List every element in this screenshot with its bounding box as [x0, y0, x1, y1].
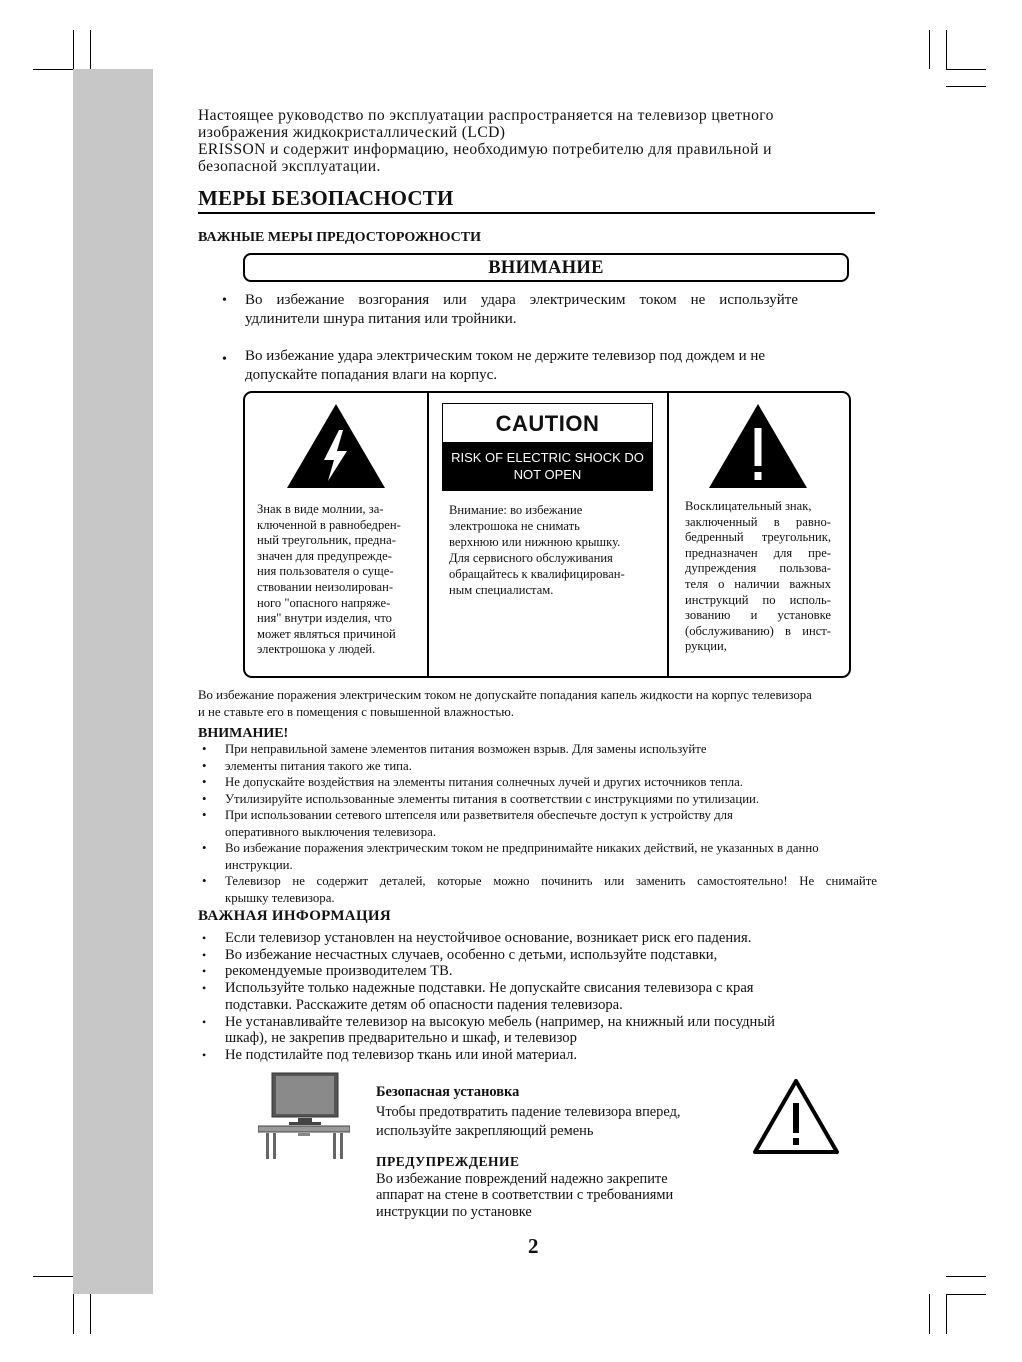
list-item: • Не устанавливайте телевизор на высокую мебель (например, на книжный или посудный шкаф), не закрепив предварительно и шкаф, и телевизор: [202, 1013, 775, 1047]
list-item: • Не допускайте воздействия на элементы питания солнечных лучей и других источников тепла.: [202, 775, 743, 789]
left-margin-band: [73, 69, 153, 1294]
exclamation-warning-icon: [752, 1077, 840, 1155]
attention-banner: ВНИМАНИЕ: [243, 253, 849, 282]
warning-block: ПРЕДУПРЕЖДЕНИЕ Во избежание повреждений надежно закрепите аппарат на стене в соответствии с требованиями инструкции по установке: [376, 1154, 674, 1220]
attention-list: [198, 741, 888, 906]
list-item: • Утилизируйте использованные элементы питания в соответствии с инструкциями по утилизации.: [202, 791, 760, 806]
list-item: • Во избежание несчастных случаев, особенно с детьми, используйте подставки,: [202, 946, 718, 963]
caution-description: Внимание: во избежание электрошока не снимать верхнюю или нижнюю крышку. Для сервисного обслуживания обращайтесь к квалифицирован- ным специалистам.: [449, 503, 625, 597]
panel-divider: [667, 393, 669, 676]
list-item: • рекомендуемые производителем ТВ.: [202, 963, 453, 980]
lightning-warning-icon: [287, 404, 385, 488]
exclamation-warning-icon: [709, 404, 807, 488]
attention-heading: ВНИМАНИЕ!: [198, 726, 289, 741]
list-item: • При неправильной замене элементов питания возможен взрыв. Для замены используйте: [202, 742, 707, 756]
precautions-title: ВАЖНЫЕ МЕРЫ ПРЕДОСТОРОЖНОСТИ: [198, 230, 482, 245]
bullet: •: [222, 352, 227, 367]
important-list: [198, 930, 888, 1064]
caution-label: [442, 403, 653, 491]
warning-item: • Во избежание возгорания или удара электрическим током не используйте удлинители шнура питания или тройники.: [222, 292, 798, 327]
list-item: • Используйте только надежные подставки. Не допускайте свисания телевизора с края подставки. Расскажите детям об опасности падения телевизора.: [202, 980, 754, 1013]
list-item: • Не подстилайте под телевизор ткань или иной материал.: [202, 1046, 578, 1063]
list-item: • При использовании сетевого штепселя или разветвителя обеспечьте доступ к устройству для оперативного выключения телевизора.: [202, 808, 733, 839]
bullet: •: [222, 293, 227, 308]
caution-word: CAUTION: [443, 404, 652, 442]
caution-subtext: RISK OF ELECTRIC SHOCK DO NOT OPEN: [443, 442, 652, 490]
list-item: • Во избежание поражения электрическим током не предпринимайте никаких действий, не указанных в данно инструкции.: [202, 841, 819, 872]
page-number: 2: [528, 1234, 539, 1258]
list-item: • Если телевизор установлен на неустойчивое основание, возникает риск его падения.: [202, 930, 752, 946]
title-rule: [198, 212, 875, 214]
intro-paragraph: Настоящее руководство по эксплуатации распространяется на телевизор цветного изображения жидкокристаллический (LCD) ERISSON и содержит информацию, необходимую потребителю для правильной и безопасной эксплуатации.: [198, 107, 774, 175]
moisture-paragraph: Во избежание поражения электрическим током не допускайте попадания капель жидкости на корпус телевизора и не ставьте его в помещения с повышенной влажностью.: [198, 688, 812, 719]
important-heading: ВАЖНАЯ ИНФОРМАЦИЯ: [198, 908, 392, 924]
safe-install-block: Безопасная установка Чтобы предотвратить падение телевизора вперед, используйте закрепляющий ремень: [376, 1084, 681, 1139]
warning-item: • Во избежание удара электрическим током не держите телевизор под дождем и не допускайте попадания влаги на корпус.: [222, 348, 766, 383]
tv-on-stand-icon: [258, 1071, 350, 1163]
list-item: • Телевизор не содержит деталей, которые можно починить или заменить самостоятельно! Не снимайте крышку телевизора.: [202, 874, 877, 905]
lightning-description: Знак в виде молнии, за- ключенной в равнобедрен- ный треугольник, предна- значен для предупрежде- ния пользователя о суще- ствовании неизолирован- ного "опасного напряже- ния" внутри изделия, что может являться причиной электрошока у людей.: [257, 502, 401, 657]
panel-divider: [427, 393, 429, 676]
safety-title: МЕРЫ БЕЗОПАСНОСТИ: [198, 186, 454, 210]
list-item: • элементы питания такого же типа.: [202, 758, 412, 773]
exclamation-description: Восклицательный знак, заключенный в равно- бедренный треугольник, предназначен для пре- дупреждения пользова- теля о наличии важных инструкций по исполь- зованию и установке (обслуживанию) в инст- рукции,: [685, 499, 831, 654]
